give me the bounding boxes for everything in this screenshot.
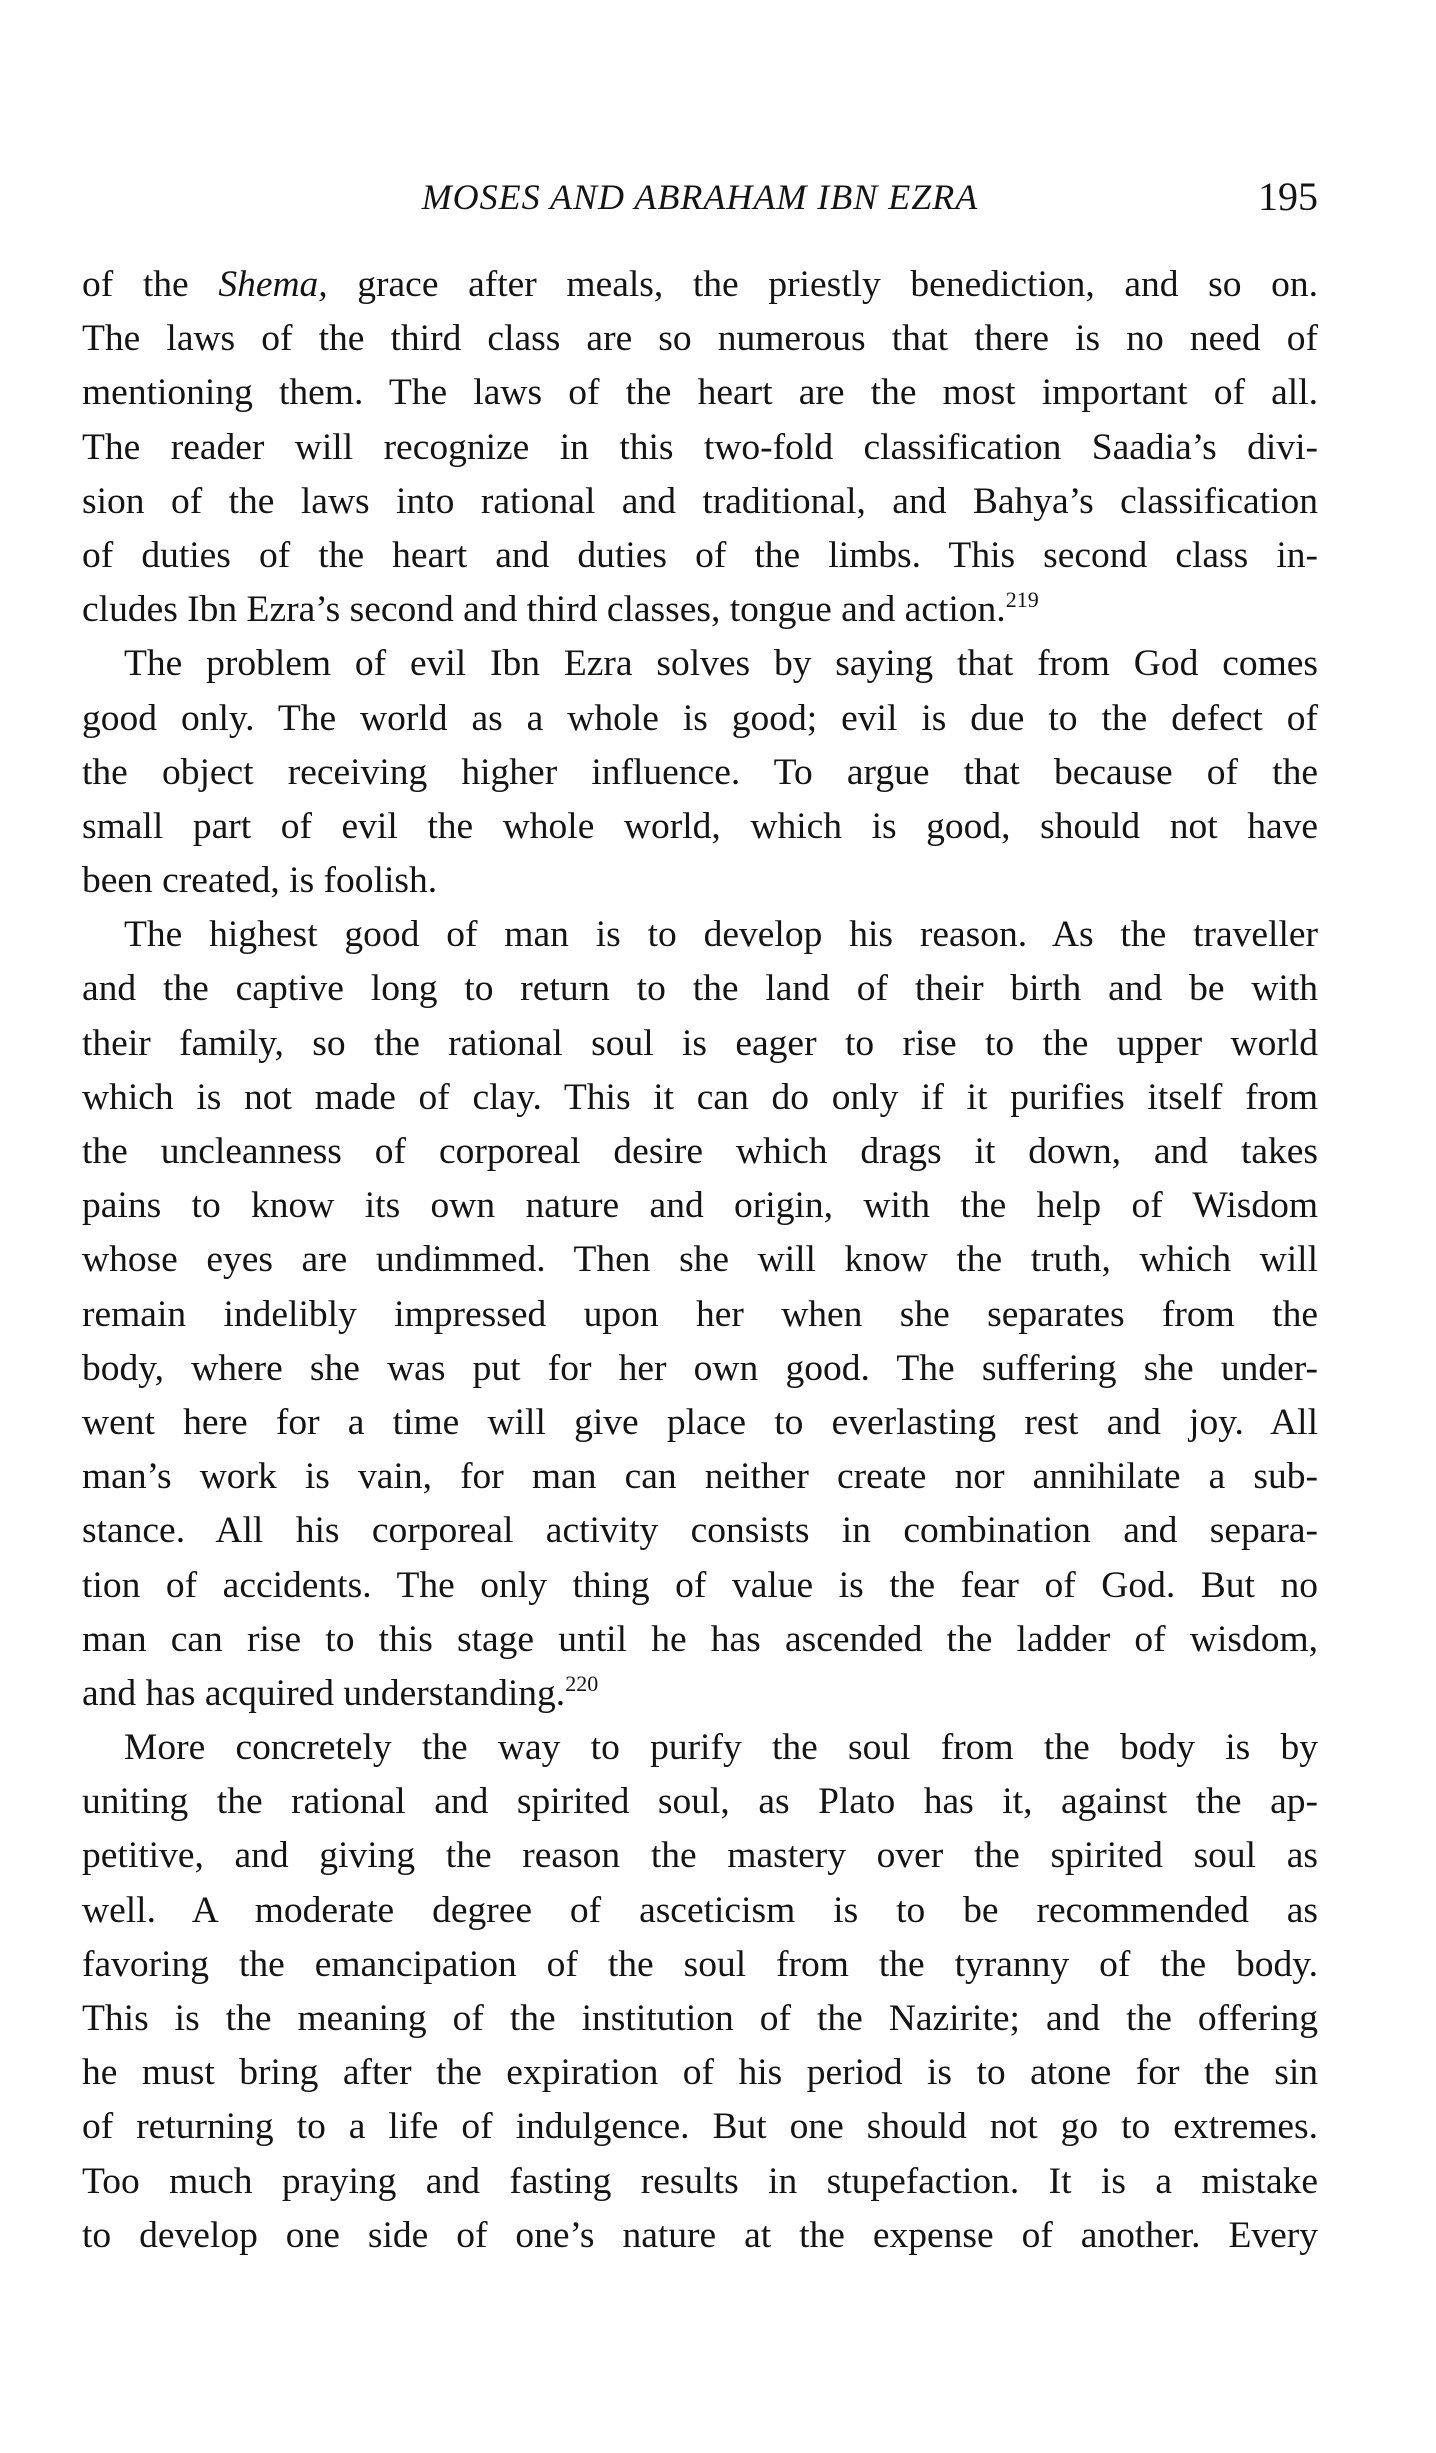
text-line: tion of accidents. The only thing of value is the fear of God. But no xyxy=(82,1564,1318,1606)
text-line: well. A moderate degree of asceticism is to be recommended as xyxy=(82,1889,1318,1931)
text-line: the object receiving higher influence. To argue that because of the xyxy=(82,751,1318,793)
text-line: uniting the rational and spirited soul, as Plato has it, against the ap- xyxy=(82,1781,1318,1823)
text-line: Too much praying and fasting results in stupefaction. It is a mistake xyxy=(82,2160,1318,2202)
body-text xyxy=(82,258,1318,2263)
text-line: body, where she was put for her own good. The suffering she under- xyxy=(82,1347,1318,1389)
text-line: the uncleanness of corporeal desire which drags it down, and takes xyxy=(82,1131,1318,1172)
running-head xyxy=(82,172,1318,222)
text-line: and has acquired understanding.$^{220}$ xyxy=(82,1670,599,1714)
text-line: stance. All his corporeal activity consists in combination and separa- xyxy=(82,1510,1318,1552)
running-title: MOSES AND ABRAHAM IBN EZRA xyxy=(421,177,979,217)
text-line: The reader will recognize in this two-fold classification Saadia’s divi- xyxy=(82,426,1318,468)
text-line: This is the meaning of the institution of the Nazirite; and the offering xyxy=(82,1998,1318,2039)
text-line: of the Shema, grace after meals, the priestly benediction, and so on. xyxy=(82,264,1318,305)
text-line: sion of the laws into rational and traditional, and Bahya’s classification xyxy=(82,480,1318,522)
text-line: man’s work is vain, for man can neither create nor annihilate a sub- xyxy=(82,1456,1318,1498)
text-line: whose eyes are undimmed. Then she will know the truth, which will xyxy=(82,1239,1318,1281)
text-line: pains to know its own nature and origin, with the help of Wisdom xyxy=(82,1185,1318,1227)
page-number: 195 xyxy=(1258,174,1318,219)
text-line: petitive, and giving the reason the mastery over the spirited soul as xyxy=(82,1835,1318,1877)
text-line: man can rise to this stage until he has ascended the ladder of wisdom, xyxy=(82,1618,1318,1660)
text-line: their family, so the rational soul is eager to rise to the upper world xyxy=(82,1022,1318,1064)
text-line: he must bring after the expiration of his period is to atone for the sin xyxy=(82,2052,1318,2094)
text-line: good only. The world as a whole is good; evil is due to the defect of xyxy=(82,697,1318,739)
text-line: of returning to a life of indulgence. But one should not go to extremes. xyxy=(82,2106,1318,2148)
text-line: been created, is foolish. xyxy=(82,860,438,902)
text-line: remain indelibly impressed upon her when she separates from the xyxy=(82,1293,1318,1335)
footnote-ref: 219 xyxy=(1005,587,1039,613)
text-line: went here for a time will give place to everlasting rest and joy. All xyxy=(82,1401,1318,1443)
text-line: favoring the emancipation of the soul from the tyranny of the body. xyxy=(82,1943,1318,1985)
text-line: The laws of the third class are so numerous that there is no need of xyxy=(82,318,1318,360)
text-line: and the captive long to return to the land of their birth and be with xyxy=(82,968,1318,1010)
emphasis-term: Shema, xyxy=(218,264,328,305)
text-line: More concretely the way to purify the soul from the body is by xyxy=(124,1727,1318,1769)
text-line: of duties of the heart and duties of the limbs. This second class in- xyxy=(82,534,1318,576)
text-line: The problem of evil Ibn Ezra solves by saying that from God comes xyxy=(124,643,1318,685)
footnote-ref: 220 xyxy=(565,1670,599,1696)
text-line: to develop one side of one’s nature at the expense of another. Every xyxy=(82,2214,1318,2256)
text-line: The highest good of man is to develop his reason. As the traveller xyxy=(124,914,1318,956)
text-line: mentioning them. The laws of the heart are the most important of all. xyxy=(82,372,1318,414)
text-line: which is not made of clay. This it can do only if it purifies itself from xyxy=(82,1076,1318,1118)
text-line: cludes Ibn Ezra’s second and third classes, tongue and action.$^{219}$ xyxy=(82,587,1039,631)
text-line: small part of evil the whole world, which is good, should not have xyxy=(82,805,1318,847)
